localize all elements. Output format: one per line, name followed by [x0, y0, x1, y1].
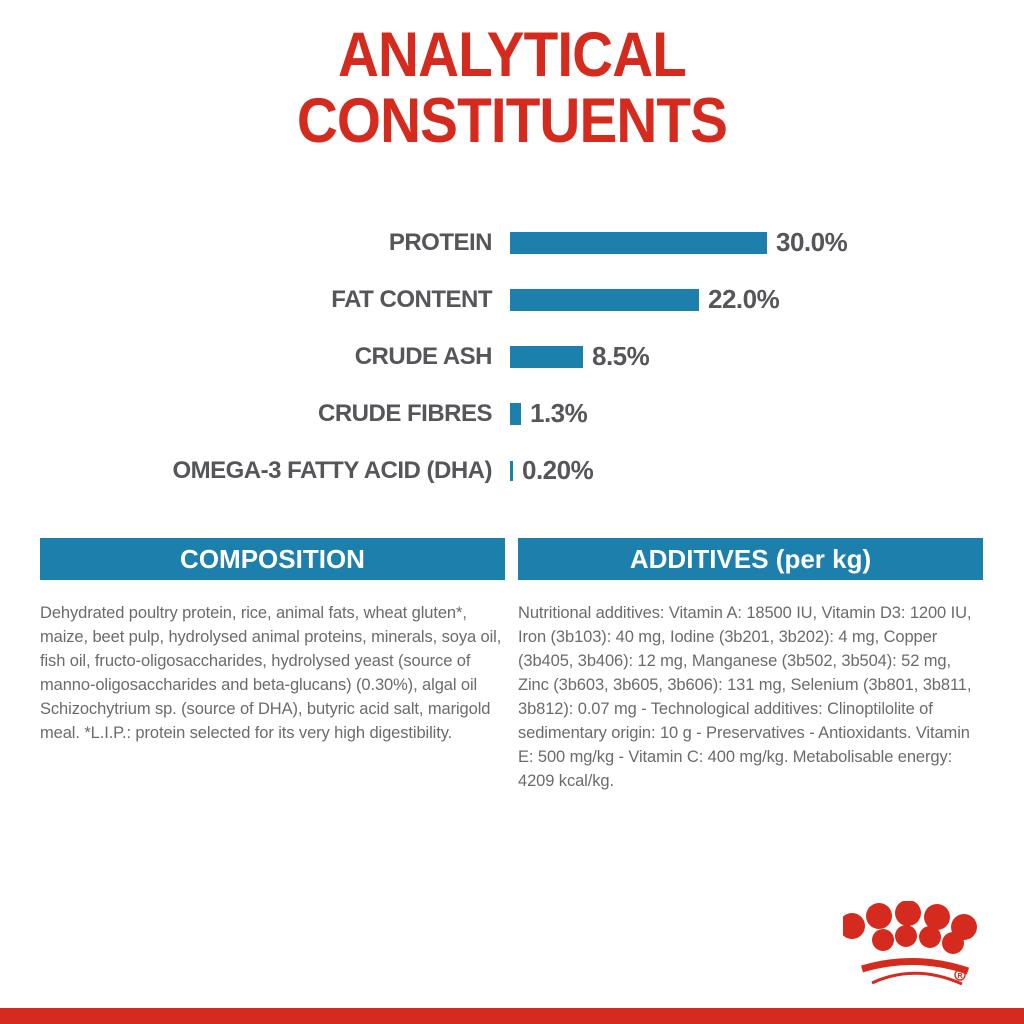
chart-bar [510, 403, 521, 425]
chart-row-label: CRUDE FIBRES [317, 399, 492, 427]
composition-header: COMPOSITION [40, 538, 505, 580]
chart-row-label: PROTEIN [388, 228, 492, 256]
chart-row [40, 271, 984, 328]
chart-row-bar-area [510, 455, 593, 486]
svg-text:R: R [957, 973, 963, 980]
chart-row-value: 22.0% [708, 284, 780, 314]
additives-section [518, 538, 983, 793]
page-title-line1: ANALYTICAL [337, 20, 687, 90]
additives-header: ADDITIVES (per kg) [518, 538, 983, 580]
chart-row-value: 1.3% [530, 398, 588, 428]
chart-bar [510, 232, 767, 254]
chart-row [40, 442, 984, 499]
chart-row-bar-area [510, 398, 587, 429]
chart-bar [510, 461, 513, 481]
chart-row-value: 0.20% [522, 455, 594, 485]
chart-row-label: FAT CONTENT [331, 285, 492, 313]
chart-row-value: 8.5% [592, 341, 650, 371]
chart-row-value: 30.0% [776, 227, 848, 257]
chart-bar [510, 289, 699, 311]
chart-row [40, 214, 984, 271]
composition-body-text: Dehydrated poultry protein, rice, animal fats, wheat gluten*, maize, beet pulp, hydrolysed animal proteins, minerals, soya oil, fish oil, fructo-oligosaccharides, hydrolysed yeast (source of manno-oligosaccharides and beta-glucans) (0.30%), algal oil Schizochytrium sp. (source of DHA), butyric acid salt, marigold meal. *L.I.P.: protein selected for its very high digestibility. [40, 604, 502, 742]
page-title [51, 22, 973, 154]
crown-base-arcs [862, 961, 968, 984]
chart-row-label: OMEGA-3 FATTY ACID (DHA) [172, 456, 492, 484]
bottom-accent-strip [0, 1008, 1024, 1024]
chart-row-label: CRUDE ASH [354, 342, 492, 370]
royal-canin-crown-logo [843, 901, 993, 1001]
chart-row-bar-area [510, 227, 847, 258]
chart-bar [510, 346, 583, 368]
page-title-line2: CONSTITUENTS [296, 86, 728, 156]
chart-row-bar-area [510, 341, 649, 372]
chart-row [40, 328, 984, 385]
additives-body-text: Nutritional additives: Vitamin A: 18500 IU, Vitamin D3: 1200 IU, Iron (3b103): 40 mg, Iodine (3b201, 3b202): 4 mg, Copper (3b405, 3b406): 12 mg, Manganese (3b502, 3b504): 52 mg, Zinc (3b603, 3b605, 3b606): 131 mg, Selenium (3b801, 3b811, 3b812): 0.07 mg - Technological additives: Clinoptilolite of sedimentary origin: 10 g - Preservatives - Antioxidants. Vitamin E: 500 mg/kg - Vitamin C: 400 mg/kg. Metabolisable energy: 4209 kcal/kg. [518, 604, 972, 790]
crown-dots [843, 901, 977, 954]
chart-row [40, 385, 984, 442]
composition-section [40, 538, 505, 745]
chart-row-bar-area [510, 284, 779, 315]
analytical-constituents-bar-chart [40, 214, 984, 499]
